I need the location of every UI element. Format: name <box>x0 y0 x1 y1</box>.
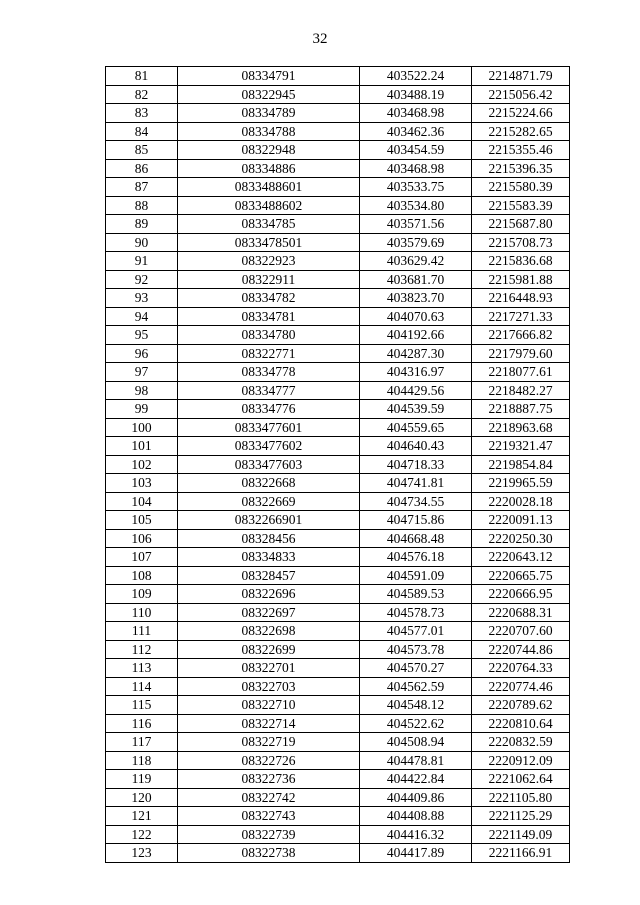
table-row <box>106 807 570 826</box>
row-index-cell: 89 <box>106 215 178 234</box>
point-code-cell: 08328457 <box>178 566 360 585</box>
point-code-cell: 08322698 <box>178 622 360 641</box>
table-row <box>106 751 570 770</box>
point-code-cell: 08322668 <box>178 474 360 493</box>
x-coordinate-cell: 404578.73 <box>360 603 472 622</box>
y-coordinate-cell: 2220643.12 <box>472 548 570 567</box>
table-row <box>106 85 570 104</box>
x-coordinate-cell: 403629.42 <box>360 252 472 271</box>
table-row <box>106 677 570 696</box>
table-row <box>106 159 570 178</box>
table-row <box>106 640 570 659</box>
row-index-cell: 94 <box>106 307 178 326</box>
row-index-cell: 123 <box>106 844 178 863</box>
table-row <box>106 437 570 456</box>
point-code-cell: 08334789 <box>178 104 360 123</box>
table-row <box>106 252 570 271</box>
y-coordinate-cell: 2215981.88 <box>472 270 570 289</box>
x-coordinate-cell: 404316.97 <box>360 363 472 382</box>
y-coordinate-cell: 2220250.30 <box>472 529 570 548</box>
y-coordinate-cell: 2220764.33 <box>472 659 570 678</box>
point-code-cell: 08334781 <box>178 307 360 326</box>
row-index-cell: 86 <box>106 159 178 178</box>
table-row <box>106 141 570 160</box>
y-coordinate-cell: 2221149.09 <box>472 825 570 844</box>
y-coordinate-cell: 2221062.64 <box>472 770 570 789</box>
y-coordinate-cell: 2218887.75 <box>472 400 570 419</box>
row-index-cell: 108 <box>106 566 178 585</box>
y-coordinate-cell: 2220789.62 <box>472 696 570 715</box>
y-coordinate-cell: 2221166.91 <box>472 844 570 863</box>
row-index-cell: 110 <box>106 603 178 622</box>
row-index-cell: 111 <box>106 622 178 641</box>
row-index-cell: 84 <box>106 122 178 141</box>
y-coordinate-cell: 2220688.31 <box>472 603 570 622</box>
table-row <box>106 67 570 86</box>
y-coordinate-cell: 2217666.82 <box>472 326 570 345</box>
row-index-cell: 88 <box>106 196 178 215</box>
table-row <box>106 289 570 308</box>
row-index-cell: 91 <box>106 252 178 271</box>
row-index-cell: 82 <box>106 85 178 104</box>
x-coordinate-cell: 404408.88 <box>360 807 472 826</box>
x-coordinate-cell: 404417.89 <box>360 844 472 863</box>
table-row <box>106 363 570 382</box>
row-index-cell: 102 <box>106 455 178 474</box>
y-coordinate-cell: 2219965.59 <box>472 474 570 493</box>
x-coordinate-cell: 404416.32 <box>360 825 472 844</box>
table-row <box>106 344 570 363</box>
table-row <box>106 270 570 289</box>
y-coordinate-cell: 2215583.39 <box>472 196 570 215</box>
table-row <box>106 585 570 604</box>
x-coordinate-cell: 404715.86 <box>360 511 472 530</box>
point-code-cell: 0833477602 <box>178 437 360 456</box>
row-index-cell: 81 <box>106 67 178 86</box>
table-row <box>106 659 570 678</box>
y-coordinate-cell: 2215224.66 <box>472 104 570 123</box>
y-coordinate-cell: 2215836.68 <box>472 252 570 271</box>
point-code-cell: 08322945 <box>178 85 360 104</box>
x-coordinate-cell: 404070.63 <box>360 307 472 326</box>
y-coordinate-cell: 2221105.80 <box>472 788 570 807</box>
row-index-cell: 95 <box>106 326 178 345</box>
table-row <box>106 548 570 567</box>
row-index-cell: 122 <box>106 825 178 844</box>
point-code-cell: 0832266901 <box>178 511 360 530</box>
x-coordinate-cell: 404478.81 <box>360 751 472 770</box>
table-row <box>106 788 570 807</box>
x-coordinate-cell: 404741.81 <box>360 474 472 493</box>
y-coordinate-cell: 2217979.60 <box>472 344 570 363</box>
x-coordinate-cell: 403534.80 <box>360 196 472 215</box>
point-code-cell: 08322726 <box>178 751 360 770</box>
x-coordinate-cell: 404576.18 <box>360 548 472 567</box>
row-index-cell: 113 <box>106 659 178 678</box>
row-index-cell: 100 <box>106 418 178 437</box>
row-index-cell: 116 <box>106 714 178 733</box>
y-coordinate-cell: 2220774.46 <box>472 677 570 696</box>
table-row <box>106 696 570 715</box>
point-code-cell: 0833488601 <box>178 178 360 197</box>
row-index-cell: 107 <box>106 548 178 567</box>
coordinates-table <box>105 66 570 863</box>
y-coordinate-cell: 2220665.75 <box>472 566 570 585</box>
x-coordinate-cell: 404718.33 <box>360 455 472 474</box>
row-index-cell: 105 <box>106 511 178 530</box>
point-code-cell: 08322742 <box>178 788 360 807</box>
point-code-cell: 08322739 <box>178 825 360 844</box>
x-coordinate-cell: 403571.56 <box>360 215 472 234</box>
point-code-cell: 08322669 <box>178 492 360 511</box>
table-row <box>106 196 570 215</box>
table-row <box>106 104 570 123</box>
y-coordinate-cell: 2221125.29 <box>472 807 570 826</box>
x-coordinate-cell: 404539.59 <box>360 400 472 419</box>
x-coordinate-cell: 404591.09 <box>360 566 472 585</box>
row-index-cell: 90 <box>106 233 178 252</box>
y-coordinate-cell: 2215580.39 <box>472 178 570 197</box>
point-code-cell: 08334777 <box>178 381 360 400</box>
x-coordinate-cell: 403462.36 <box>360 122 472 141</box>
point-code-cell: 08334886 <box>178 159 360 178</box>
table-row <box>106 474 570 493</box>
y-coordinate-cell: 2218482.27 <box>472 381 570 400</box>
row-index-cell: 101 <box>106 437 178 456</box>
y-coordinate-cell: 2220744.86 <box>472 640 570 659</box>
x-coordinate-cell: 404522.62 <box>360 714 472 733</box>
y-coordinate-cell: 2220091.13 <box>472 511 570 530</box>
row-index-cell: 118 <box>106 751 178 770</box>
table-row <box>106 825 570 844</box>
page-number: 32 <box>312 31 328 47</box>
row-index-cell: 83 <box>106 104 178 123</box>
y-coordinate-cell: 2215056.42 <box>472 85 570 104</box>
point-code-cell: 0833477601 <box>178 418 360 437</box>
point-code-cell: 08322743 <box>178 807 360 826</box>
point-code-cell: 08322699 <box>178 640 360 659</box>
row-index-cell: 104 <box>106 492 178 511</box>
x-coordinate-cell: 403454.59 <box>360 141 472 160</box>
y-coordinate-cell: 2218077.61 <box>472 363 570 382</box>
point-code-cell: 08328456 <box>178 529 360 548</box>
x-coordinate-cell: 404668.48 <box>360 529 472 548</box>
point-code-cell: 08322911 <box>178 270 360 289</box>
point-code-cell: 0833477603 <box>178 455 360 474</box>
point-code-cell: 08322697 <box>178 603 360 622</box>
point-code-cell: 08322710 <box>178 696 360 715</box>
point-code-cell: 08322948 <box>178 141 360 160</box>
x-coordinate-cell: 404409.86 <box>360 788 472 807</box>
table-row <box>106 400 570 419</box>
x-coordinate-cell: 404577.01 <box>360 622 472 641</box>
table-row <box>106 844 570 863</box>
row-index-cell: 97 <box>106 363 178 382</box>
row-index-cell: 109 <box>106 585 178 604</box>
point-code-cell: 08334780 <box>178 326 360 345</box>
y-coordinate-cell: 2219854.84 <box>472 455 570 474</box>
point-code-cell: 08334788 <box>178 122 360 141</box>
y-coordinate-cell: 2216448.93 <box>472 289 570 308</box>
point-code-cell: 08322719 <box>178 733 360 752</box>
table-row <box>106 233 570 252</box>
x-coordinate-cell: 403468.98 <box>360 159 472 178</box>
row-index-cell: 87 <box>106 178 178 197</box>
y-coordinate-cell: 2218963.68 <box>472 418 570 437</box>
x-coordinate-cell: 404573.78 <box>360 640 472 659</box>
row-index-cell: 92 <box>106 270 178 289</box>
point-code-cell: 0833478501 <box>178 233 360 252</box>
table-row <box>106 714 570 733</box>
table-row <box>106 622 570 641</box>
x-coordinate-cell: 404562.59 <box>360 677 472 696</box>
y-coordinate-cell: 2220028.18 <box>472 492 570 511</box>
table-row <box>106 566 570 585</box>
point-code-cell: 08322701 <box>178 659 360 678</box>
x-coordinate-cell: 404559.65 <box>360 418 472 437</box>
row-index-cell: 121 <box>106 807 178 826</box>
y-coordinate-cell: 2220912.09 <box>472 751 570 770</box>
table-row <box>106 733 570 752</box>
x-coordinate-cell: 404640.43 <box>360 437 472 456</box>
row-index-cell: 114 <box>106 677 178 696</box>
row-index-cell: 85 <box>106 141 178 160</box>
x-coordinate-cell: 403488.19 <box>360 85 472 104</box>
x-coordinate-cell: 403468.98 <box>360 104 472 123</box>
point-code-cell: 08322714 <box>178 714 360 733</box>
x-coordinate-cell: 404548.12 <box>360 696 472 715</box>
row-index-cell: 112 <box>106 640 178 659</box>
row-index-cell: 93 <box>106 289 178 308</box>
x-coordinate-cell: 404734.55 <box>360 492 472 511</box>
table-row <box>106 418 570 437</box>
x-coordinate-cell: 404192.66 <box>360 326 472 345</box>
point-code-cell: 08322923 <box>178 252 360 271</box>
point-code-cell: 08322738 <box>178 844 360 863</box>
point-code-cell: 08334782 <box>178 289 360 308</box>
row-index-cell: 98 <box>106 381 178 400</box>
x-coordinate-cell: 403522.24 <box>360 67 472 86</box>
table-row <box>106 178 570 197</box>
y-coordinate-cell: 2214871.79 <box>472 67 570 86</box>
row-index-cell: 96 <box>106 344 178 363</box>
x-coordinate-cell: 403823.70 <box>360 289 472 308</box>
point-code-cell: 08322736 <box>178 770 360 789</box>
x-coordinate-cell: 403681.70 <box>360 270 472 289</box>
row-index-cell: 120 <box>106 788 178 807</box>
point-code-cell: 08334776 <box>178 400 360 419</box>
table-row <box>106 529 570 548</box>
table-row <box>106 381 570 400</box>
row-index-cell: 106 <box>106 529 178 548</box>
y-coordinate-cell: 2220810.64 <box>472 714 570 733</box>
point-code-cell: 08334791 <box>178 67 360 86</box>
point-code-cell: 08322696 <box>178 585 360 604</box>
y-coordinate-cell: 2219321.47 <box>472 437 570 456</box>
point-code-cell: 08334778 <box>178 363 360 382</box>
table-body <box>106 67 570 863</box>
row-index-cell: 117 <box>106 733 178 752</box>
y-coordinate-cell: 2215396.35 <box>472 159 570 178</box>
table-row <box>106 511 570 530</box>
x-coordinate-cell: 404508.94 <box>360 733 472 752</box>
x-coordinate-cell: 404570.27 <box>360 659 472 678</box>
x-coordinate-cell: 403579.69 <box>360 233 472 252</box>
y-coordinate-cell: 2220832.59 <box>472 733 570 752</box>
y-coordinate-cell: 2215708.73 <box>472 233 570 252</box>
table-row <box>106 770 570 789</box>
row-index-cell: 115 <box>106 696 178 715</box>
point-code-cell: 08334833 <box>178 548 360 567</box>
y-coordinate-cell: 2220707.60 <box>472 622 570 641</box>
y-coordinate-cell: 2220666.95 <box>472 585 570 604</box>
point-code-cell: 08322771 <box>178 344 360 363</box>
x-coordinate-cell: 403533.75 <box>360 178 472 197</box>
x-coordinate-cell: 404589.53 <box>360 585 472 604</box>
row-index-cell: 99 <box>106 400 178 419</box>
y-coordinate-cell: 2217271.33 <box>472 307 570 326</box>
row-index-cell: 119 <box>106 770 178 789</box>
point-code-cell: 08334785 <box>178 215 360 234</box>
table-row <box>106 455 570 474</box>
table-row <box>106 603 570 622</box>
y-coordinate-cell: 2215355.46 <box>472 141 570 160</box>
x-coordinate-cell: 404429.56 <box>360 381 472 400</box>
y-coordinate-cell: 2215282.65 <box>472 122 570 141</box>
x-coordinate-cell: 404422.84 <box>360 770 472 789</box>
table-row <box>106 492 570 511</box>
table-row <box>106 326 570 345</box>
table-row <box>106 122 570 141</box>
table-row <box>106 215 570 234</box>
y-coordinate-cell: 2215687.80 <box>472 215 570 234</box>
point-code-cell: 0833488602 <box>178 196 360 215</box>
x-coordinate-cell: 404287.30 <box>360 344 472 363</box>
point-code-cell: 08322703 <box>178 677 360 696</box>
row-index-cell: 103 <box>106 474 178 493</box>
table-row <box>106 307 570 326</box>
